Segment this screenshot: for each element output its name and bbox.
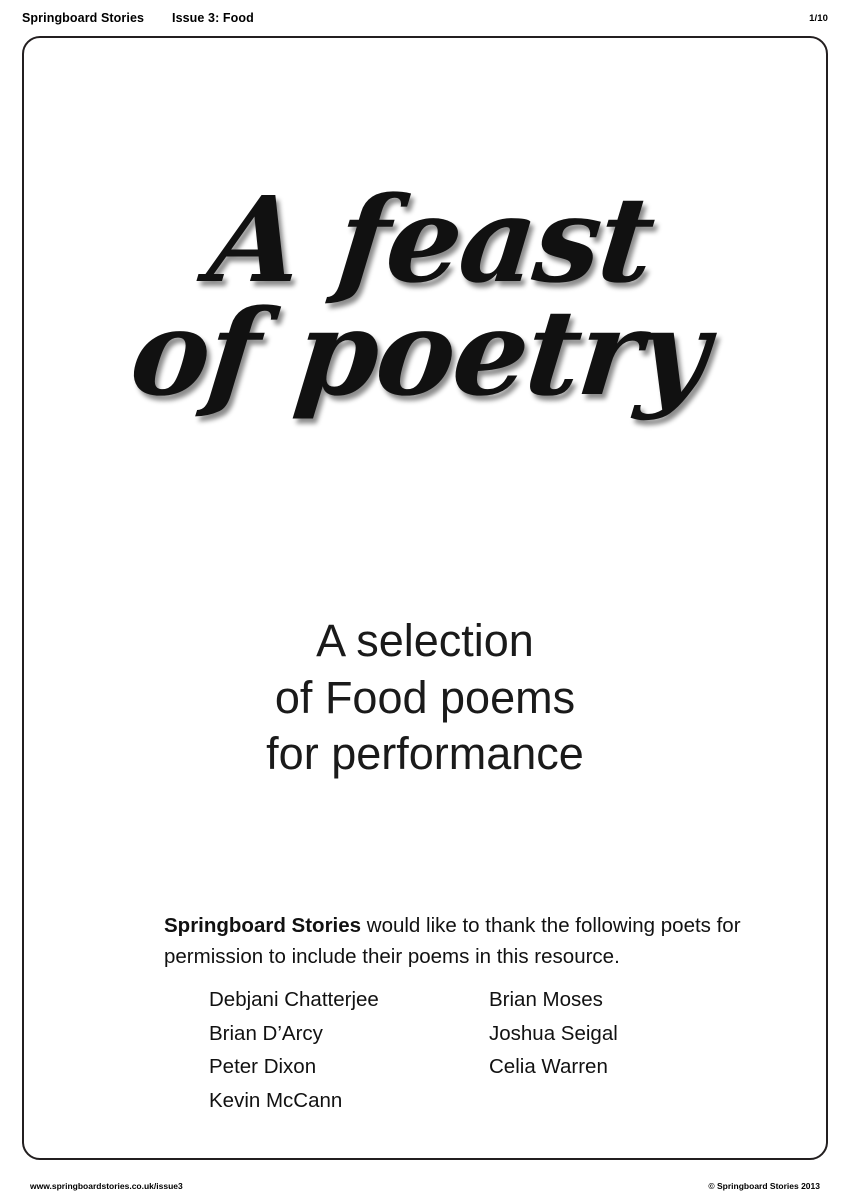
list-item: Peter Dixon	[209, 1055, 317, 1079]
list-item: Kevin McCann	[209, 1088, 343, 1112]
poet-column-left	[209, 983, 489, 1117]
list-item: Celia Warren	[489, 1055, 608, 1079]
footer-url[interactable]: www.springboardstories.co.uk/issue3	[30, 1181, 183, 1191]
header-page-number: 1/10	[809, 12, 828, 24]
page-title-line-1: A feast	[202, 170, 660, 309]
subtitle-line-2: of Food poems	[274, 671, 576, 723]
page-title-line-2: of poetry	[124, 283, 714, 423]
list-item: Debjani Chatterjee	[209, 988, 379, 1011]
acknowledgement-brand: Springboard Stories	[164, 914, 362, 937]
list-item: Joshua Seigal	[489, 1021, 618, 1045]
page-header	[22, 8, 828, 28]
acknowledgement-text	[164, 911, 754, 973]
list-item: Brian D’Arcy	[209, 1021, 323, 1045]
poet-column-right	[489, 983, 769, 1117]
header-issue: Issue 3: Food	[172, 11, 254, 25]
page-frame	[22, 36, 828, 1160]
page-title	[12, 170, 838, 423]
page-subtitle	[24, 613, 826, 783]
acknowledgement-body: would like to thank the following poets for permission to include their poems in this resource.	[164, 914, 741, 968]
subtitle-line-1: A selection	[316, 615, 534, 666]
page-footer	[30, 1181, 820, 1191]
subtitle-line-3: for performance	[266, 728, 584, 780]
poet-credits	[209, 983, 769, 1117]
footer-copyright: © Springboard Stories 2013	[708, 1181, 820, 1191]
header-brand: Springboard Stories	[22, 11, 145, 25]
list-item: Brian Moses	[489, 988, 603, 1011]
